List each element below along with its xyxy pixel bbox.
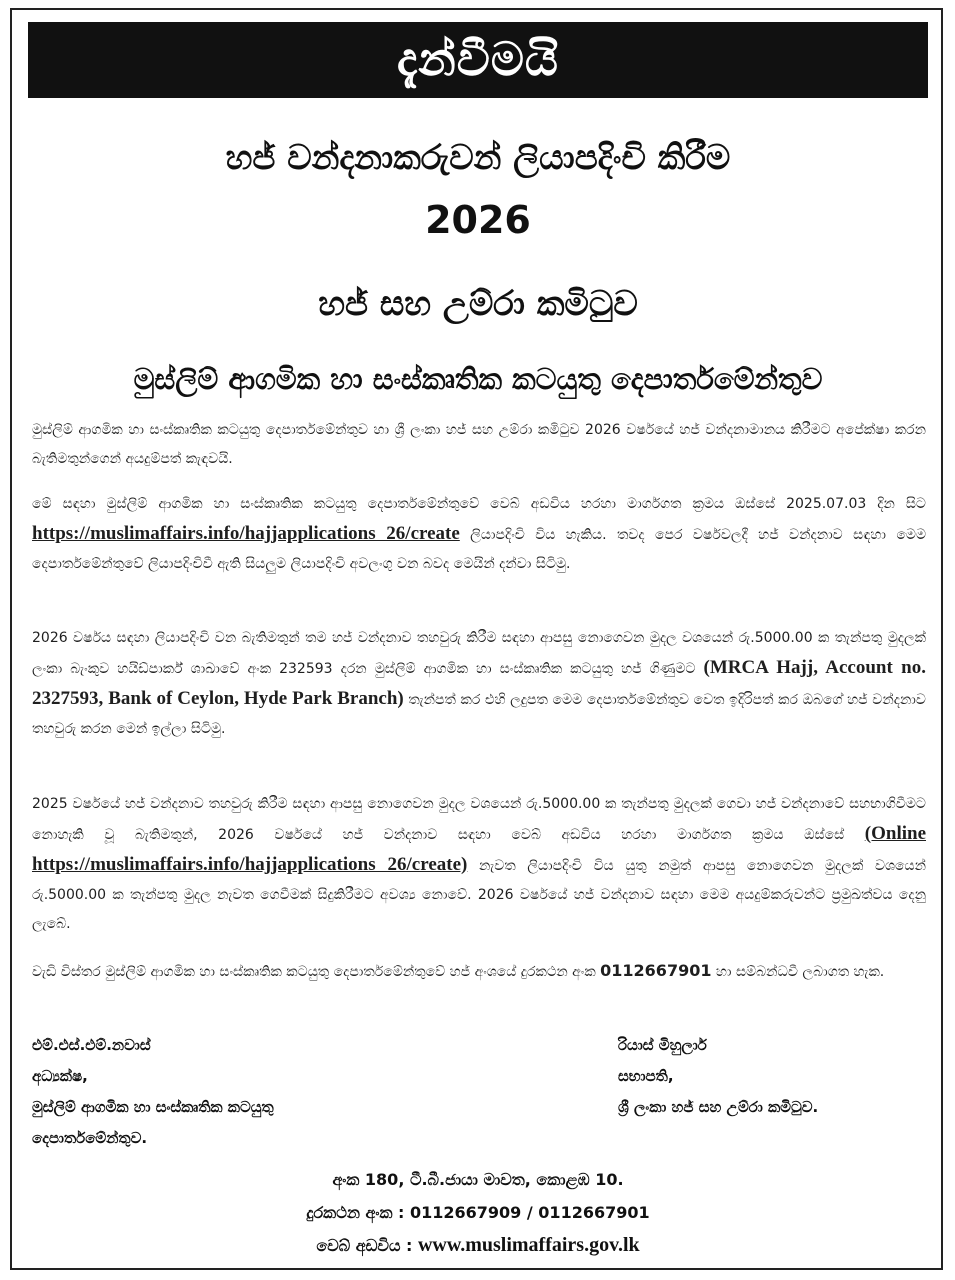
notice-banner — [28, 22, 928, 98]
footer-web-link[interactable]: www.muslimaffairs.gov.lk — [417, 1234, 640, 1256]
committee-heading: හජ් සහ උම්රා කමිටුව — [318, 284, 638, 324]
paragraph-contact-text-a: වැඩි විස්තර මුස්ලිම් ආගමික හා සංස්කෘතික කටයුතු දෙපාර්තමේන්තුවේ හජ් අංශයේ දුරකථන අංක — [32, 964, 601, 980]
paragraph-contact — [32, 956, 926, 987]
chairman-name: රියාස් මිහුලාර් — [618, 1036, 707, 1054]
footer-phone — [28, 1203, 928, 1223]
footer-address: අංක 180, ටී.බී.ජායා මාවත, කොළඹ 10. — [332, 1170, 624, 1189]
notice-year: 2026 — [425, 198, 531, 242]
registration-link[interactable]: https://muslimaffairs.info/hajjapplications 26/create — [32, 523, 460, 544]
paragraph-previous-applicants — [32, 790, 926, 939]
paragraph-deposit-text-a: 2026 වර්ෂය සඳහා ලියාපදිංචි වන බැතිමතුන් තම හජ් වන්දනාව තහවුරු කිරීම සඳහා ආපසු නොගෙවන මුදල වශයෙන් රු.5000.00 ක තැන්පතු මුදලක් ලංකා බැංකුව හයිඩ්පාර්ක් ශාඛාවේ අංක 232593 දරන මුස්ලිම් ආගමික හා සංස්කෘතික කටයුතු හජ් ගිණුමට — [32, 630, 926, 677]
paragraph-previous-text-a: 2025 වර්ෂයේ හජ් වන්දනාව තහවුරු කිරීම සඳහා ආපසු නොගෙවන මුදල වශයෙන් රු.5000.00 ක තැන්පතු මුදලක් ගෙවා හජ් වන්දනාවේ සහභාගිවීමට නොහැකි වූ බැතිමතුන්, 2026 වර්ෂයේ හජ් වන්දනාව සඳහා වෙබ් අඩවිය හරහා මාර්ගගත ක්‍රමය ඔස්සේ — [32, 796, 926, 843]
paragraph-registration-text-b: ලියාපදිංචි විය හැකිය. තවද පෙර වර්ෂවලදී හජ් වන්දනාව සඳහා මෙම දෙපාර්තමේන්තුවේ ලියාපදිංචිවී ඇති සියලුම ලියාපදිංචි අවලංගු වන බවද මෙයින් දන්වා සිටිමු. — [32, 527, 927, 572]
footer-web-label: වෙබ් අඩවිය : — [316, 1236, 418, 1255]
paragraph-contact-text-b: හා සම්බන්ධවී ලබාගත හැක. — [711, 964, 885, 980]
paragraph-intro — [32, 416, 926, 474]
online-registration-link[interactable]: (Online https://muslimaffairs.info/hajjapplications 26/create) — [32, 823, 926, 875]
paragraph-previous-text-b: නැවත ලියාපදිංචි විය යුතු නමුත් ආපසු නොගෙවන මුදලක් වශයෙන් රු.5000.00 ක තැන්පතු මුදල නැවත ගෙවීමක් සිදුකිරීමට අවශ්‍ය නොවේ. 2026 වර්ෂයේ හජ් වන්දනාව සඳහා මෙම අයදුම්කරුවන්ට ප්‍රමුඛත්වය දෙනු ලැබේ. — [32, 858, 926, 932]
chairman-org: ශ්‍රී ලංකා හජ් සහ උම්රා කමිටුව. — [618, 1098, 819, 1116]
footer-phone-numbers: 0112667909 / 0112667901 — [409, 1203, 650, 1222]
signature-chairman — [618, 1030, 938, 1123]
director-org-line2: දෙපාර්තමේන්තුව. — [32, 1129, 148, 1147]
footer-website — [28, 1234, 928, 1257]
footer-phone-label: දුරකථන අංක : — [306, 1203, 410, 1222]
paragraph-registration — [32, 490, 926, 579]
paragraph-registration-text-a: මේ සඳහා මුස්ලිම් ආගමික හා සංස්කෘතික කටයුතු දෙපාර්තමේන්තුවේ වෙබ් අඩවිය හරහා මාර්ගගත ක්‍රමය ඔස්සේ 2025.07.03 දින සිට — [32, 496, 926, 512]
director-title: අධ්‍යක්ෂ, — [32, 1067, 88, 1085]
banner-title: දැන්වීමයි — [397, 32, 559, 86]
department-heading: මුස්ලිම් ආගමික හා සංස්කෘතික කටයුතු දෙපාර්තමේන්තුව — [133, 362, 823, 396]
signature-director — [32, 1030, 452, 1154]
bank-account-details: (MRCA Hajj, Account no. 2327593, Bank of Ceylon, Hyde Park Branch) — [32, 657, 926, 709]
chairman-title: සභාපති, — [618, 1067, 674, 1085]
paragraph-intro-text: මුස්ලිම් ආගමික හා සංස්කෘතික කටයුතු දෙපාර්තමේන්තුව හා ශ්‍රී ලංකා හජ් සහ උම්රා කමිටුව 2026 වර්ෂයේ හජ් වන්දනාමානය කිරීමට අපේක්ෂා කරන බැතිමතුන්ගෙන් අයදුම්පත් කැඳවයි. — [32, 422, 926, 467]
notice-title: හජ් වන්දනාකරුවන් ලියාපදිංචි කිරීම — [225, 138, 731, 178]
paragraph-deposit-text-b: තැන්පත් කර එහි ලදුපත මෙම දෙපාර්තමේන්තුව වෙත ඉදිරිපත් කර ඔබගේ හජ් වන්දනාව තහවුරු කරන මෙන් ඉල්ලා සිටිමු. — [32, 692, 926, 737]
contact-phone: 0112667901 — [600, 961, 712, 980]
director-name: එම්.එස්.එම්.නවාස් — [32, 1036, 151, 1054]
paragraph-deposit — [32, 624, 926, 744]
director-org-line1: මුස්ලිම් ආගමික හා සංස්කෘතික කටයුතු — [32, 1098, 274, 1116]
